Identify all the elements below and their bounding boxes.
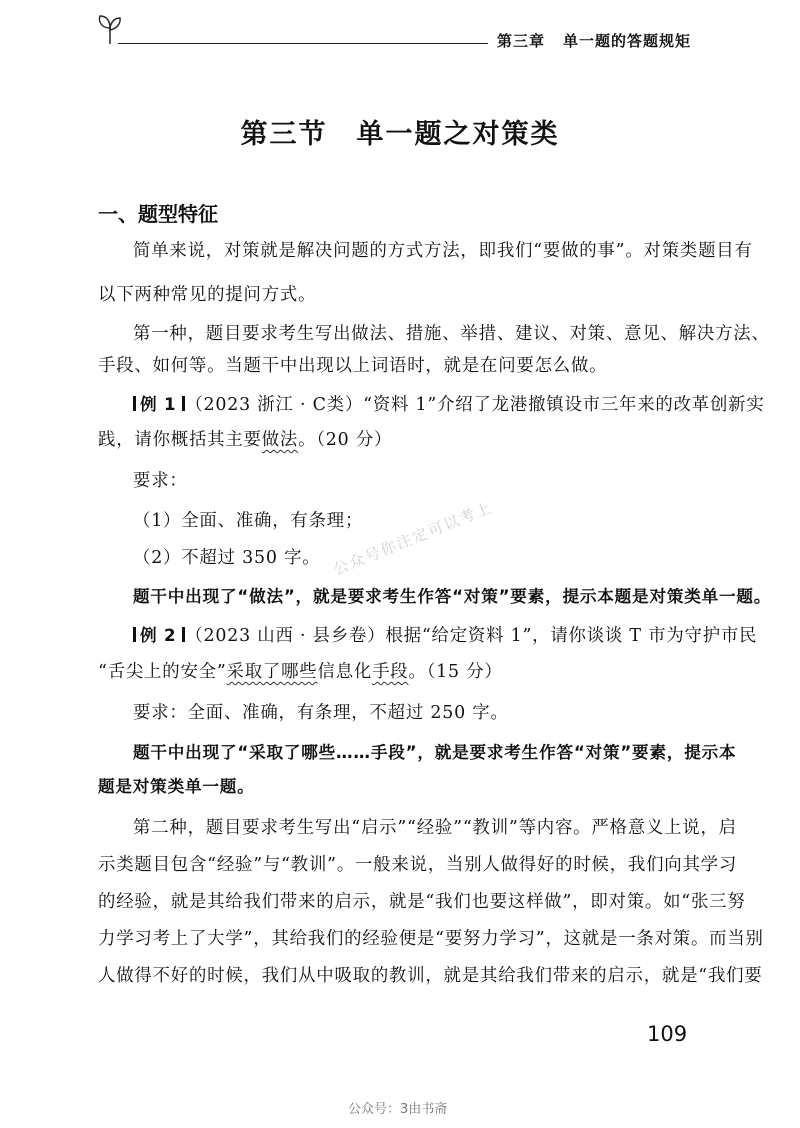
keyword-underlined: 采取了哪些: [226, 662, 318, 682]
example-2-note: 题干中出现了“采取了哪些……手段”，就是要求考生作答“对策”要素，提示本: [133, 743, 737, 762]
requirement-item: 要求：全面、准确，有条理，不超过 250 字。: [133, 703, 509, 723]
paragraph-line: 的经验，就是其给我们带来的启示，就是“我们也要这样做”，即对策。如“张三努: [98, 892, 746, 912]
requirement-item: （2）不超过 350 字。: [133, 548, 321, 568]
paragraph-line: 第二种，题目要求考生写出“启示”“经验”“教训”等内容。严格意义上说，启: [133, 818, 737, 838]
paragraph-line: 以下两种常见的提问方式。: [98, 285, 317, 305]
example-2-text-mid: 信息化: [317, 662, 373, 682]
section-title: 第三节 单一题之对策类: [240, 119, 560, 150]
example-bracket-bar: [133, 396, 136, 411]
header-rule: [118, 43, 488, 44]
requirement-title: 要求：: [133, 471, 188, 491]
paragraph-line: 手段、如何等。当题干中出现以上词语时，就是在问要怎么做。: [98, 356, 608, 376]
leaf-sprout-icon: [96, 14, 124, 46]
example-1-text-a: 践，请你概括其主要: [98, 430, 262, 450]
example-2-question-cont: [98, 660, 503, 684]
footer-mark: 公众号：3由书斋: [348, 1102, 448, 1117]
example-1-question: [133, 393, 765, 417]
paragraph-line: 第一种，题目要求考生写出做法、措施、举措、建议、对策、意见、解决方法、: [133, 324, 770, 344]
keyword-underlined: 做法: [261, 430, 299, 450]
requirement-item: （1）全面、准确，有条理；: [133, 511, 364, 531]
example-2-note: 题是对策类单一题。: [98, 777, 255, 796]
running-header: [497, 30, 691, 51]
header-chapter-title: 单一题的答题规矩: [563, 32, 692, 50]
section-heading: 一、题型特征: [98, 202, 218, 226]
watermark: 公众号你注定可以考上: [330, 498, 496, 579]
paragraph-line: 力学习考上了大学”，其给我们的经验便是“要努力学习”，这就是一条对策。而当别: [98, 929, 764, 949]
example-1-text: （2023 浙江 · C类）“资料 1”介绍了龙港撤镇设市三年来的改革创新实: [185, 395, 765, 415]
example-2-question: [133, 624, 757, 648]
paragraph-line: 简单来说，对策就是解决问题的方式方法，即我们“要做的事”。对策类题目有: [133, 241, 753, 261]
header-chapter: 第三章: [497, 32, 546, 50]
example-2-text-a: “舌尖上的安全”: [98, 662, 227, 682]
example-2-text: （2023 山西 · 县乡卷）根据“给定资料 1”，请你谈谈 T 市为守护市民: [185, 626, 758, 646]
paragraph-line: 示类题目包含“经验”与“教训”。一般来说，当别人做得好的时候，我们向其学习: [98, 855, 738, 875]
page-number: 109: [647, 1022, 688, 1046]
example-bracket-bar: [133, 627, 136, 642]
example-1-score: 。（20 分）: [298, 430, 393, 450]
example-2-label: 例 2: [140, 626, 177, 645]
example-1-label: 例 1: [140, 395, 177, 414]
example-2-score: 。（15 分）: [408, 662, 503, 682]
paragraph-line: 人做得不好的时候，我们从中吸取的教训，就是其给我们带来的启示，就是“我们要: [98, 966, 763, 986]
keyword-underlined: 手段: [372, 662, 409, 682]
example-1-note: 题干中出现了“做法”，就是要求考生作答“对策”要素，提示本题是对策类单一题。: [133, 587, 772, 606]
example-1-question-cont: [98, 428, 392, 452]
